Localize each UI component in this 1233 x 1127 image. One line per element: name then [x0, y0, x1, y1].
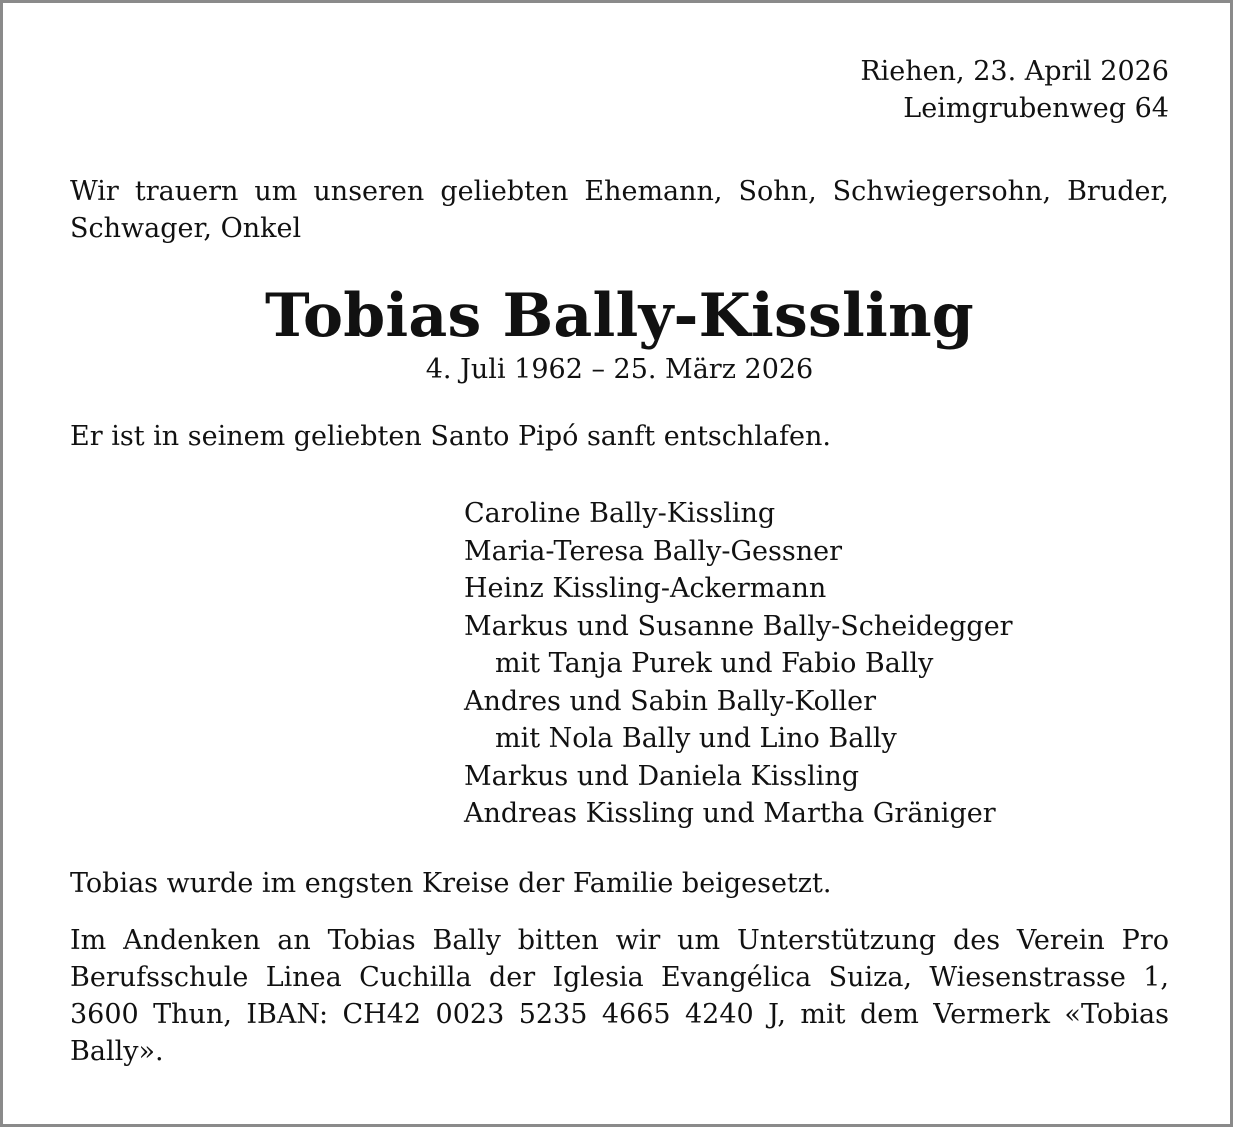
life-dates: 4. Juli 1962 – 25. März 2026	[425, 354, 814, 385]
mourner-item: Andres und Sabin Bally-Koller	[464, 685, 877, 717]
mourner-subitem: mit Nola Bally und Lino Bally	[495, 723, 897, 754]
mourner-item: Markus und Susanne Bally-Scheidegger	[464, 610, 1013, 642]
mourner-item: Markus und Daniela Kissling	[464, 760, 860, 792]
burial-text: Tobias wurde im engsten Kreise der Familie beigesetzt.	[70, 867, 832, 899]
obituary-content	[70, 53, 1169, 1070]
intro-text: Wir trauern um unseren geliebten Ehemann, Sohn, Schwiegersohn, Bruder, Schwager, Onkel	[70, 176, 1169, 244]
mourner-item: Andreas Kissling und Martha Gräniger	[464, 798, 996, 829]
mourners-list	[464, 495, 1169, 833]
donation-text: Im Andenken an Tobias Bally bitten wir um Unterstützung des Verein Pro Berufsschule Linea Cuchilla der Iglesia Evangélica Suiza, Wiesenstrasse 1, 3600 Thun, IBAN: CH42 0023 5235 4665 4240 J, mit dem Vermerk «Tobias Bally».	[70, 924, 1169, 1067]
mourner-item: Caroline Bally-Kissling	[464, 498, 776, 529]
mourner-subitem: mit Tanja Purek und Fabio Bally	[495, 648, 934, 679]
header-block	[70, 53, 1169, 127]
mourner-item: Maria-Teresa Bally-Gessner	[464, 535, 842, 567]
passed-text: Er ist in seinem geliebten Santo Pipó sanft entschlafen.	[70, 421, 831, 452]
deceased-name: Tobias Bally-Kissling	[265, 281, 974, 351]
mourner-item: Heinz Kissling-Ackermann	[464, 573, 827, 604]
address: Leimgrubenweg 64	[903, 93, 1169, 124]
place-date: Riehen, 23. April 2026	[860, 56, 1169, 87]
